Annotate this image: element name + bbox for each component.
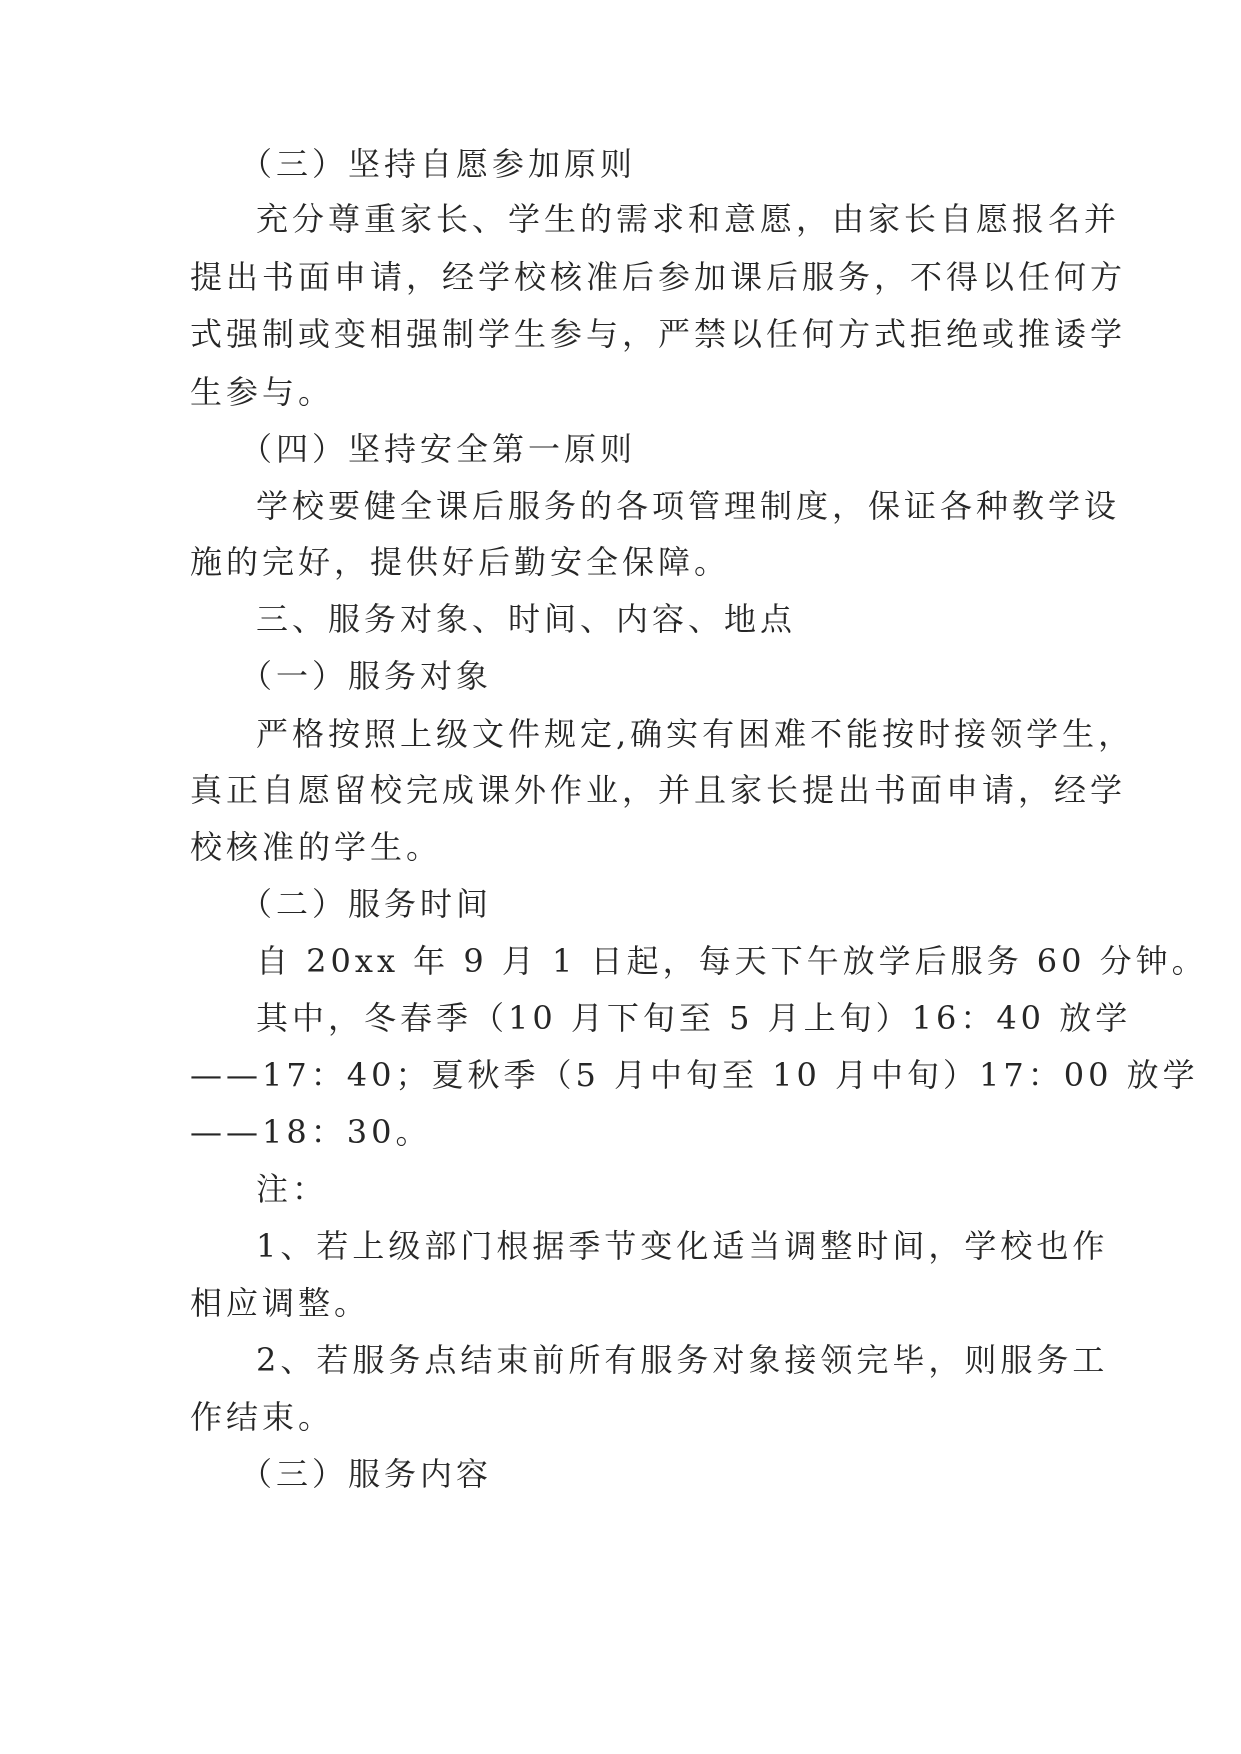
section-heading: （二）服务时间 [240,885,493,923]
body-text-line: 校核准的学生。 [190,828,443,866]
section-heading: （三）坚持自愿参加原则 [240,145,637,183]
section-heading: 三、服务对象、时间、内容、地点 [256,600,797,638]
body-text-line: 1、若上级部门根据季节变化适当调整时间，学校也作 [256,1227,1109,1265]
body-text-line: 2、若服务点结束前所有服务对象接领完毕，则服务工 [256,1341,1109,1379]
body-text-line: 自 20xx 年 9 月 1 日起，每天下午放学后服务 60 分钟。 [256,942,1208,980]
body-text-line: 真正自愿留校完成课外作业，并且家长提出书面申请，经学 [190,771,1127,809]
body-text-line: 其中，冬春季（10 月下旬至 5 月上旬）16：40 放学 [256,999,1132,1037]
section-heading: （三）服务内容 [240,1455,493,1493]
body-text-line: 学校要健全课后服务的各项管理制度，保证各种教学设 [256,487,1121,525]
body-text-line: 严格按照上级文件规定,确实有困难不能按时接领学生， [256,715,1135,753]
section-heading: （四）坚持安全第一原则 [240,430,637,468]
body-text-line: 生参与。 [190,373,335,411]
body-text-line: 充分尊重家长、学生的需求和意愿，由家长自愿报名并 [256,200,1121,238]
body-text-line: 作结束。 [190,1398,335,1436]
body-text-line: 相应调整。 [190,1284,371,1322]
body-text-line: 式强制或变相强制学生参与，严禁以任何方式拒绝或推诿学 [190,315,1127,353]
body-text-line: 提出书面申请，经学校核准后参加课后服务，不得以任何方 [190,258,1127,296]
section-heading: （一）服务对象 [240,657,493,695]
body-text-line: ——18：30。 [190,1113,432,1151]
body-text-line: 施的完好，提供好后勤安全保障。 [190,543,731,581]
body-text-line: ——17：40；夏秋季（5 月中旬至 10 月中旬）17：00 放学 [190,1056,1199,1094]
note-label: 注： [256,1170,329,1208]
